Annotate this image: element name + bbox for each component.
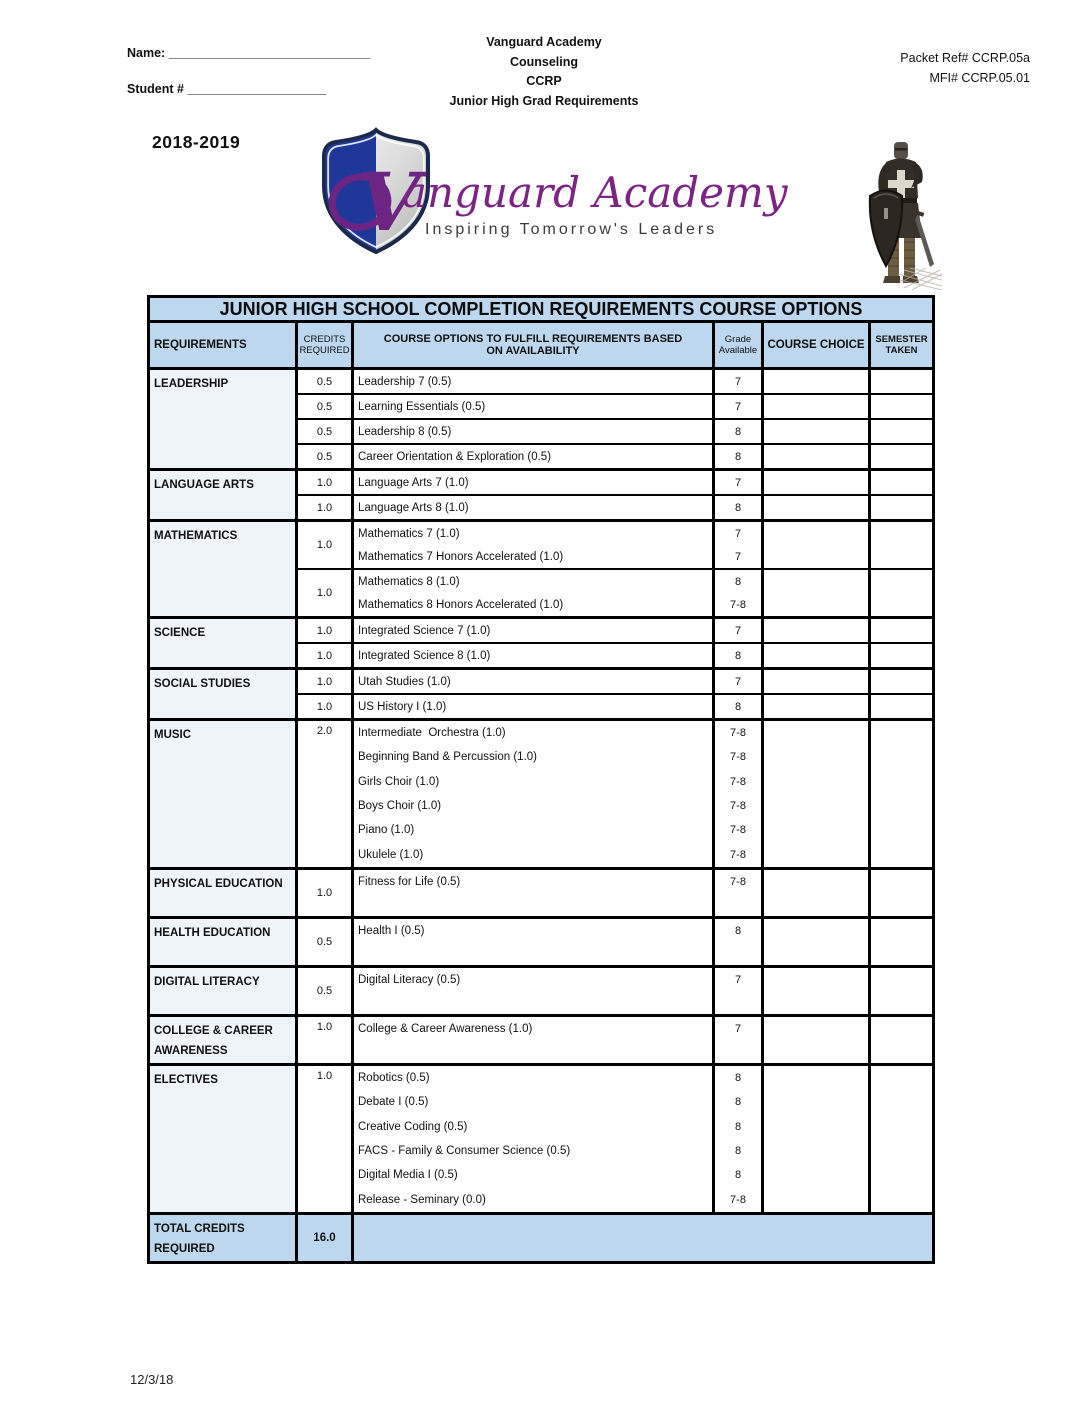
course-group-row — [298, 1017, 932, 1063]
grade-value: 7-8 — [730, 875, 746, 888]
grade-value: 8 — [734, 501, 742, 514]
student-number-field — [127, 82, 370, 96]
requirement-label: MATHEMATICS — [150, 522, 295, 616]
credits-cell: 0.5 — [298, 919, 351, 965]
grade-available-cell — [715, 395, 761, 418]
semester-taken-cell — [871, 370, 932, 393]
course-option: Integrated Science 8 (1.0) — [358, 649, 491, 662]
school-year: 2018-2019 — [152, 132, 241, 152]
course-option: Mathematics 8 Honors Accelerated (1.0) — [358, 598, 564, 611]
requirement-label: MUSIC — [150, 721, 295, 867]
semester-taken-cell — [871, 395, 932, 418]
grade-available-cell — [715, 968, 761, 1014]
department-name: Counseling — [509, 54, 579, 69]
grade-available-cell — [715, 1066, 761, 1212]
grade-available-cell — [715, 522, 761, 568]
course-options-cell — [354, 496, 712, 519]
course-options-cell — [354, 570, 712, 616]
requirement-section — [150, 619, 932, 667]
credits-cell: 0.5 — [298, 445, 351, 468]
course-option: Mathematics 7 Honors Accelerated (1.0) — [358, 550, 564, 563]
student-number-label: Student # — [127, 82, 184, 96]
requirement-label: DIGITAL LITERACY — [150, 968, 295, 1014]
grade-value: 8 — [734, 450, 742, 463]
course-choice-cell — [764, 395, 868, 418]
grade-available-cell — [715, 370, 761, 393]
course-option: Debate I (0.5) — [358, 1096, 429, 1109]
grade-value: 8 — [734, 425, 742, 438]
grade-available-cell — [715, 644, 761, 667]
student-info-block — [127, 46, 370, 118]
grade-value: 7 — [734, 624, 742, 637]
grade-value: 7-8 — [730, 848, 746, 861]
course-choice-cell — [764, 968, 868, 1014]
course-option: Boys Choir (1.0) — [358, 800, 442, 813]
course-group-row — [298, 644, 932, 667]
course-options-cell — [354, 721, 712, 867]
course-choice-cell — [764, 496, 868, 519]
requirement-section — [150, 870, 932, 916]
grade-available-cell — [715, 1017, 761, 1063]
document-title: Junior High Grad Requirements — [449, 93, 639, 108]
semester-taken-cell — [871, 695, 932, 718]
course-group-row — [298, 870, 932, 916]
packet-ref: Packet Ref# CCRP.05a — [900, 51, 1030, 65]
course-options-cell — [354, 395, 712, 418]
grade-value: 7 — [734, 973, 742, 986]
grade-value: 7 — [734, 476, 742, 489]
semester-taken-cell — [871, 496, 932, 519]
course-group-row — [298, 370, 932, 393]
requirement-label: COLLEGE & CAREER AWARENESS — [150, 1017, 295, 1063]
course-choice-cell — [764, 644, 868, 667]
total-credits-row — [150, 1215, 932, 1261]
requirement-section — [150, 670, 932, 718]
course-option: Utah Studies (1.0) — [358, 675, 451, 688]
credits-cell: 0.5 — [298, 420, 351, 443]
course-option: Leadership 8 (0.5) — [358, 425, 452, 438]
semester-taken-cell — [871, 471, 932, 494]
course-option: US History I (1.0) — [358, 700, 447, 713]
credits-cell: 0.5 — [298, 395, 351, 418]
org-name: Vanguard Academy — [486, 35, 602, 49]
credits-cell: 1.0 — [298, 1017, 351, 1063]
course-option: Creative Coding (0.5) — [358, 1120, 468, 1133]
requirement-section — [150, 968, 932, 1014]
requirement-label: LEADERSHIP — [150, 370, 295, 468]
course-group-row — [298, 496, 932, 519]
semester-taken-cell — [871, 1066, 932, 1212]
name-blank-line: _____________________________ — [168, 46, 371, 60]
section-body — [298, 1066, 932, 1212]
section-body — [298, 619, 932, 667]
course-group-row — [298, 919, 932, 965]
semester-taken-cell — [871, 670, 932, 693]
grad-requirements-table — [147, 295, 935, 1264]
name-field — [127, 46, 370, 60]
course-option: Language Arts 7 (1.0) — [358, 476, 469, 489]
section-body — [298, 370, 932, 468]
course-group-row — [298, 968, 932, 1014]
course-options-cell — [354, 919, 712, 965]
semester-taken-cell — [871, 919, 932, 965]
course-choice-cell — [764, 695, 868, 718]
course-group-row — [298, 695, 932, 718]
course-option: Girls Choir (1.0) — [358, 775, 440, 788]
credits-cell: 1.0 — [298, 496, 351, 519]
credits-cell: 1.0 — [298, 570, 351, 616]
course-choice-cell — [764, 721, 868, 867]
section-body — [298, 471, 932, 519]
grade-available-cell — [715, 619, 761, 642]
course-option: Integrated Science 7 (1.0) — [358, 624, 491, 637]
section-body — [298, 1017, 932, 1063]
grade-available-cell — [715, 721, 761, 867]
course-option: Ukulele (1.0) — [358, 848, 424, 861]
credits-cell: 1.0 — [298, 1066, 351, 1212]
grade-available-cell — [715, 496, 761, 519]
grade-value: 7-8 — [730, 598, 746, 611]
course-group-row — [298, 420, 932, 443]
grade-available-cell — [715, 420, 761, 443]
course-options-cell — [354, 619, 712, 642]
credits-cell: 1.0 — [298, 644, 351, 667]
credits-cell: 1.0 — [298, 522, 351, 568]
course-choice-cell — [764, 471, 868, 494]
grade-value: 7 — [734, 550, 742, 563]
grade-available-cell — [715, 919, 761, 965]
grade-value: 8 — [734, 1145, 742, 1158]
grade-value: 8 — [734, 1120, 742, 1133]
grade-available-cell — [715, 870, 761, 916]
total-credits-value: 16.0 — [298, 1215, 351, 1261]
table-header-row — [150, 323, 932, 367]
grade-value: 7-8 — [730, 727, 746, 740]
footer-date: 12/3/18 — [130, 1372, 174, 1387]
course-group-row — [298, 570, 932, 616]
requirement-section — [150, 1066, 932, 1212]
section-body — [298, 919, 932, 965]
credits-cell: 0.5 — [298, 370, 351, 393]
requirement-section — [150, 919, 932, 965]
column-header-course-choice: COURSE CHOICE — [764, 323, 868, 367]
section-body — [298, 721, 932, 867]
grade-value: 8 — [734, 700, 742, 713]
course-option: Digital Media I (0.5) — [358, 1169, 458, 1182]
course-group-row — [298, 721, 932, 867]
course-choice-cell — [764, 619, 868, 642]
grade-value: 7-8 — [730, 775, 746, 788]
credits-cell: 1.0 — [298, 670, 351, 693]
course-options-cell — [354, 670, 712, 693]
course-choice-cell — [764, 445, 868, 468]
grade-available-cell — [715, 670, 761, 693]
requirement-section — [150, 721, 932, 867]
logo-wordmark: anguard Academy — [402, 168, 788, 217]
semester-taken-cell — [871, 420, 932, 443]
course-group-row — [298, 1066, 932, 1212]
knight-mascot-image — [860, 138, 942, 290]
semester-taken-cell — [871, 721, 932, 867]
semester-taken-cell — [871, 644, 932, 667]
credits-cell: 1.0 — [298, 695, 351, 718]
credits-cell: 1.0 — [298, 870, 351, 916]
course-choice-cell — [764, 870, 868, 916]
table-title: JUNIOR HIGH SCHOOL COMPLETION REQUIREMENTS COURSE OPTIONS — [150, 298, 932, 320]
grade-available-cell — [715, 445, 761, 468]
semester-taken-cell — [871, 619, 932, 642]
section-body — [298, 968, 932, 1014]
column-header-credits-required: CREDITS REQUIRED — [298, 323, 351, 367]
grade-value: 7 — [734, 375, 742, 388]
course-choice-cell — [764, 670, 868, 693]
course-option: Learning Essentials (0.5) — [358, 400, 486, 413]
column-header-course-options: COURSE OPTIONS TO FULFILL REQUIREMENTS BASED ON AVAILABILITY — [354, 323, 712, 367]
grade-available-cell — [715, 471, 761, 494]
course-option: Mathematics 7 (1.0) — [358, 527, 460, 540]
course-options-cell — [354, 471, 712, 494]
course-choice-cell — [764, 1066, 868, 1212]
logo-tagline: Inspiring Tomorrow's Leaders — [425, 221, 718, 238]
grade-value: 7 — [734, 675, 742, 688]
course-options-cell — [354, 522, 712, 568]
monogram-v: V — [358, 155, 421, 249]
course-options-cell — [354, 420, 712, 443]
course-option: Digital Literacy (0.5) — [358, 973, 461, 986]
column-header-grade-available: Grade Available — [715, 323, 761, 367]
course-choice-cell — [764, 420, 868, 443]
semester-taken-cell — [871, 522, 932, 568]
semester-taken-cell — [871, 968, 932, 1014]
course-option: Beginning Band & Percussion (1.0) — [358, 751, 537, 764]
requirement-label: HEALTH EDUCATION — [150, 919, 295, 965]
grade-value: 7-8 — [730, 751, 746, 764]
course-choice-cell — [764, 570, 868, 616]
credits-cell: 0.5 — [298, 968, 351, 1014]
course-choice-cell — [764, 1017, 868, 1063]
document-heading — [450, 33, 639, 111]
course-option: Health I (0.5) — [358, 924, 425, 937]
grade-value: 7-8 — [730, 1193, 746, 1206]
requirement-label: PHYSICAL EDUCATION — [150, 870, 295, 916]
course-option: Leadership 7 (0.5) — [358, 375, 452, 388]
course-group-row — [298, 522, 932, 568]
course-option: FACS - Family & Consumer Science (0.5) — [358, 1145, 571, 1158]
course-choice-cell — [764, 370, 868, 393]
section-body — [298, 522, 932, 616]
name-label: Name: — [127, 46, 166, 60]
requirement-label: SOCIAL STUDIES — [150, 670, 295, 718]
total-row-merged-cell — [354, 1215, 932, 1261]
grade-value: 8 — [734, 924, 742, 937]
requirement-section — [150, 471, 932, 519]
course-option: Intermediate Orchestra (1.0) — [358, 727, 506, 740]
course-group-row — [298, 445, 932, 468]
course-group-row — [298, 395, 932, 418]
grade-available-cell — [715, 695, 761, 718]
grade-value: 8 — [734, 1096, 742, 1109]
requirement-section — [150, 370, 932, 468]
grade-value: 7 — [734, 527, 742, 540]
requirement-label: LANGUAGE ARTS — [150, 471, 295, 519]
course-option: Language Arts 8 (1.0) — [358, 501, 469, 514]
course-option: Piano (1.0) — [358, 824, 415, 837]
course-choice-cell — [764, 522, 868, 568]
section-body — [298, 870, 932, 916]
course-group-row — [298, 619, 932, 642]
column-header-semester-taken: SEMESTER TAKEN — [871, 323, 932, 367]
grade-available-cell — [715, 570, 761, 616]
course-options-cell — [354, 695, 712, 718]
credits-cell: 1.0 — [298, 471, 351, 494]
course-options-cell — [354, 644, 712, 667]
credits-cell: 2.0 — [298, 721, 351, 867]
course-option: Career Orientation & Exploration (0.5) — [358, 450, 552, 463]
course-option: College & Career Awareness (1.0) — [358, 1022, 533, 1035]
semester-taken-cell — [871, 445, 932, 468]
course-options-cell — [354, 870, 712, 916]
course-option: Fitness for Life (0.5) — [358, 875, 461, 888]
requirement-label: SCIENCE — [150, 619, 295, 667]
semester-taken-cell — [871, 570, 932, 616]
course-options-cell — [354, 1066, 712, 1212]
semester-taken-cell — [871, 870, 932, 916]
grade-value: 7 — [734, 400, 742, 413]
reference-block — [900, 48, 1030, 88]
mfi-number: MFI# CCRP.05.01 — [929, 71, 1030, 85]
credits-cell: 1.0 — [298, 619, 351, 642]
grade-value: 8 — [734, 1072, 742, 1085]
total-credits-label: TOTAL CREDITS REQUIRED — [150, 1215, 295, 1261]
course-options-cell — [354, 370, 712, 393]
section-body — [298, 670, 932, 718]
grade-value: 7-8 — [730, 800, 746, 813]
course-group-row — [298, 471, 932, 494]
course-choice-cell — [764, 919, 868, 965]
course-group-row — [298, 670, 932, 693]
program-name: CCRP — [526, 74, 562, 88]
requirement-section — [150, 522, 932, 616]
semester-taken-cell — [871, 1017, 932, 1063]
column-header-requirements: REQUIREMENTS — [150, 323, 295, 367]
grade-value: 7-8 — [730, 824, 746, 837]
grade-value: 8 — [734, 1169, 742, 1182]
course-options-cell — [354, 445, 712, 468]
course-options-cell — [354, 968, 712, 1014]
course-option: Release - Seminary (0.0) — [358, 1193, 486, 1206]
course-options-cell — [354, 1017, 712, 1063]
grade-value: 7 — [734, 1022, 742, 1035]
requirement-section — [150, 1017, 932, 1063]
grade-value: 8 — [734, 575, 742, 588]
course-option: Mathematics 8 (1.0) — [358, 575, 460, 588]
grade-value: 8 — [734, 649, 742, 662]
student-number-blank-line: ____________________ — [187, 82, 327, 96]
course-option: Robotics (0.5) — [358, 1072, 430, 1085]
requirement-label: ELECTIVES — [150, 1066, 295, 1212]
